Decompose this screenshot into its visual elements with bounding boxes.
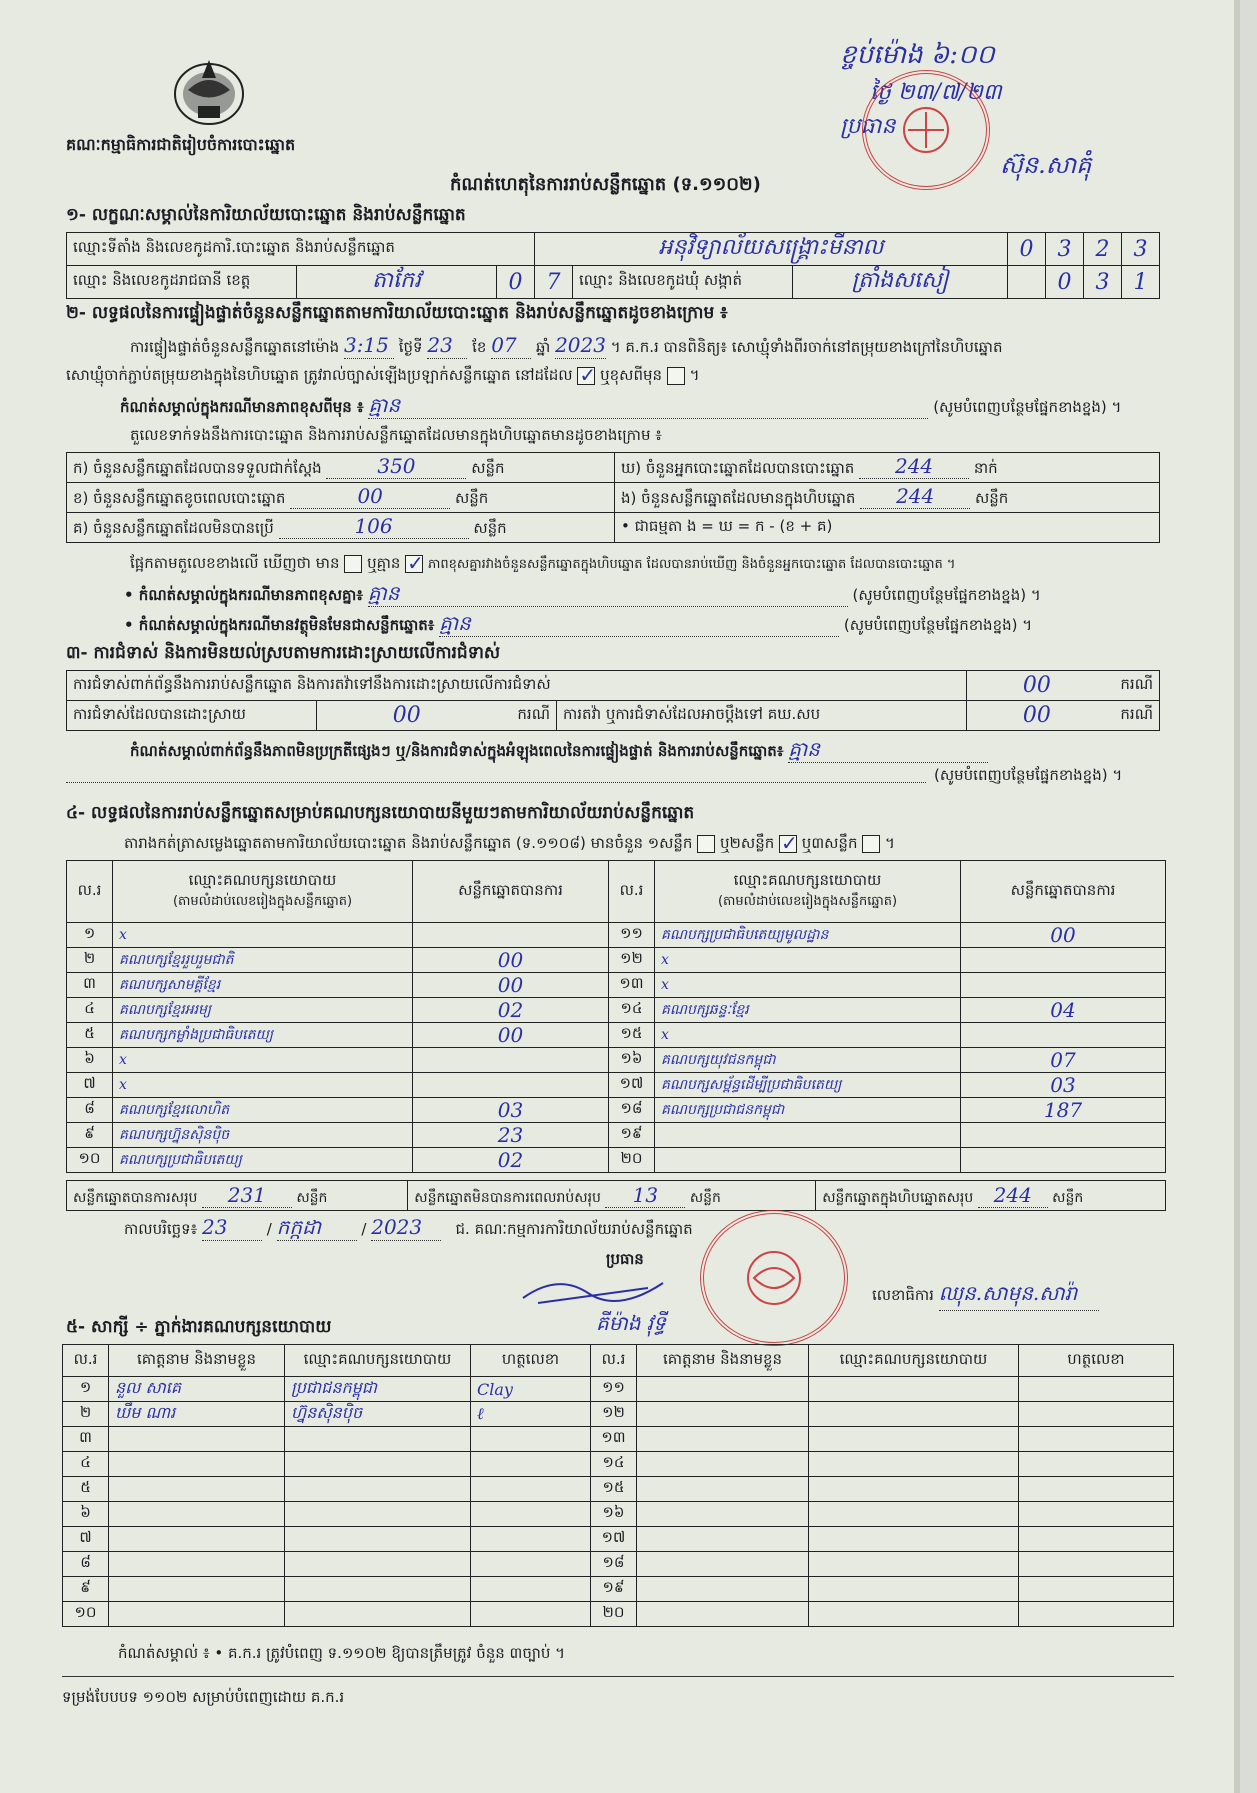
result-no: ៣ <box>67 973 113 998</box>
witness-party <box>809 1552 1019 1577</box>
form-footer: ទម្រង់បែបបទ ១១០២ សម្រាប់បំពេញដោយ គ.ក.រ <box>62 1688 345 1706</box>
wt-col-party-l: ឈ្មោះគណបក្សនយោបាយ <box>285 1345 471 1377</box>
witness-no: ៥ <box>63 1477 109 1502</box>
result-row <box>67 1148 1166 1173</box>
witness-signature <box>1019 1427 1174 1452</box>
witness-name <box>109 1602 285 1627</box>
irregularity-note <box>130 736 1160 764</box>
footer-rule <box>62 1676 1174 1677</box>
col-votes-right: សន្លឹកឆ្នោតបានការ <box>961 861 1166 923</box>
result-votes: 02 <box>413 998 609 1023</box>
witness-no: ៣ <box>63 1427 109 1452</box>
figures-table <box>66 452 1160 543</box>
witness-name <box>637 1552 809 1577</box>
witness-signature <box>1019 1452 1174 1477</box>
witness-party <box>809 1427 1019 1452</box>
result-no: ១២ <box>609 948 655 973</box>
province-code-2: 7 <box>535 266 573 299</box>
witness-name <box>637 1527 809 1552</box>
result-no: ៦ <box>67 1048 113 1073</box>
emblem-logo <box>168 50 250 130</box>
wt-col-party-r: ឈ្មោះគណបក្សនយោបាយ <box>809 1345 1019 1377</box>
col-votes-left: សន្លឹកឆ្នោតបានការ <box>413 861 609 923</box>
figures-intro: តួលេខទាក់ទងនឹងការបោះឆ្នោត និងការរាប់សន្លឹកឆ្នោតដែលមានក្នុងហិបឆ្នោតមានដូចខាងក្រោម ៖ <box>130 426 662 444</box>
verification-line-2: សោឃ្មុំចាក់ភ្ជាប់តម្រុយខាងក្នុងនៃហិបឆ្នោត ត្រូវរាល់ច្បាស់ឡើងប្រឡាក់សន្លឹកឆ្នោត នៅដដែល ✓ ឬខុសពីមុន ។ <box>66 362 699 388</box>
difference-note-label: កំណត់សម្គាល់ក្នុងករណីមានភាពខុសពីមុន ៖ <box>120 398 364 416</box>
witness-party <box>809 1602 1019 1627</box>
verify-year: 2023 <box>555 333 606 357</box>
wt-col-no-r: ល.រ <box>591 1345 637 1377</box>
result-votes <box>413 923 609 948</box>
verify-text-c: ខែ <box>472 338 487 356</box>
date-line: កាលបរិច្ឆេទ៖ 23 / កក្កដា / 2023 ជ. គណៈកម្មការការិយាល័យរាប់សន្លឹកឆ្នោត <box>124 1215 693 1239</box>
difference-note-line <box>120 392 1160 420</box>
footnote: កំណត់សម្គាល់ ៖ • គ.ក.រ ត្រូវបំពេញ ទ.១១០២ ឱ្យបានត្រឹមត្រូវ ចំនួន ៣ច្បាប់ ។ <box>118 1644 566 1662</box>
sheets-2-label: ឬ២សន្លឹក <box>720 834 775 852</box>
witness-no: ១២ <box>591 1402 637 1427</box>
commune-code-2: 3 <box>1084 266 1122 299</box>
results-table <box>66 860 1166 1173</box>
result-party: គណបក្សប្រជាជនកម្ពុជា <box>655 1098 961 1123</box>
witness-row <box>63 1377 1174 1402</box>
witness-signature <box>471 1602 591 1627</box>
witness-signature <box>471 1527 591 1552</box>
result-party: គណបក្សខ្មែររួបរួមជាតិ <box>113 948 413 973</box>
result-no: ១៤ <box>609 998 655 1023</box>
secretary-name: ឈុន.សាមុន.សារ៉ា <box>939 1280 1099 1311</box>
bullet1-label: • កំណត់សម្គាល់ក្នុងករណីមានភាពខុសគ្នា៖ <box>124 586 363 604</box>
witness-no: ១៩ <box>591 1577 637 1602</box>
section1-title: ១- លក្ខណៈសម្គាល់នៃការិយាល័យបោះឆ្នោត និងរាប់សន្លឹកឆ្នោត <box>66 205 466 225</box>
result-votes: 07 <box>961 1048 1166 1073</box>
witness-signature: ℓ <box>471 1402 591 1427</box>
witness-party <box>285 1502 471 1527</box>
commune-label: ឈ្មោះ និងលេខកូដឃុំ សង្កាត់ <box>573 266 793 299</box>
result-party: គណបក្សហ្វ៊ុនស៊ិនប៉ិច <box>113 1123 413 1148</box>
witness-party <box>285 1477 471 1502</box>
verify-time: 3:15 <box>344 332 394 359</box>
result-party: គណបក្សកម្លាំងប្រជាធិបតេយ្យ <box>113 1023 413 1048</box>
witness-row <box>63 1402 1174 1427</box>
complaints-label: ការជំទាស់ពាក់ព័ន្ធនឹងការរាប់សន្លឹកឆ្នោត និងការតវ៉ាទៅនឹងការដោះស្រាយលើការជំទាស់ <box>67 671 967 701</box>
result-party: គណបក្សប្រជាធិបតេយ្យ <box>113 1148 413 1173</box>
result-party: x <box>655 948 961 973</box>
compare-text: ផ្អែកតាមតួលេខខាងលើ ឃើញថា មាន <box>130 554 340 572</box>
result-no: ៨ <box>67 1098 113 1123</box>
difference-note-value: គ្មាន <box>368 392 928 419</box>
wt-col-name-r: គោត្តនាម និងនាមខ្លួន <box>637 1345 809 1377</box>
bullet-line-1 <box>124 580 1164 608</box>
col-party-right: ឈ្មោះគណបក្សនយោបាយ (តាមលំដាប់លេខរៀងក្នុងសន្លឹកឆ្នោត) <box>655 861 961 923</box>
verify-text-a: ការផ្ទៀងផ្ទាត់ចំនួនសន្លឹកឆ្នោតនៅម៉ោង <box>130 338 340 356</box>
total-box: សន្លឹកឆ្នោតក្នុងហិបឆ្នោតសរុប 244 សន្លឹក <box>816 1181 1166 1211</box>
verify-text-b: ថ្ងៃទី <box>398 338 423 356</box>
col-no-left: ល.រ <box>67 861 113 923</box>
result-votes: 00 <box>961 923 1166 948</box>
bullet2-value: គ្មាន <box>439 610 839 637</box>
witness-no: ១៧ <box>591 1527 637 1552</box>
result-no: ១១ <box>609 923 655 948</box>
witness-party <box>285 1427 471 1452</box>
bullet1-value: គ្មាន <box>368 580 848 607</box>
witness-signature <box>1019 1477 1174 1502</box>
witness-signature <box>471 1452 591 1477</box>
col-no-right: ល.រ <box>609 861 655 923</box>
result-party: គណបក្សប្រជាធិបតេយ្យមូលដ្ឋាន <box>655 923 961 948</box>
bullet1-hint: (សូមបំពេញបន្ថែមផ្នែកខាងខ្នង) ។ <box>852 586 1041 604</box>
result-no: ១៩ <box>609 1123 655 1148</box>
section2-title: ២- លទ្ធផលនៃការផ្ទៀងផ្ទាត់ចំនួនសន្លឹកឆ្នោតតាមការិយាល័យបោះឆ្នោត និងរាប់សន្លឹកឆ្នោតដូចខាងក្រោម ៖ <box>66 303 728 323</box>
no-difference-checkbox[interactable] <box>405 555 423 573</box>
result-no: ៧ <box>67 1073 113 1098</box>
bullet2-label: • កំណត់សម្គាល់ក្នុងករណីមានវត្ថុមិនមែនជាសន្លឹកឆ្នោត៖ <box>124 616 435 634</box>
result-no: ៤ <box>67 998 113 1023</box>
result-party: គណបក្សខ្មែរលោហិត <box>113 1098 413 1123</box>
result-votes <box>961 973 1166 998</box>
witness-no: ២០ <box>591 1602 637 1627</box>
witness-party <box>285 1577 471 1602</box>
bullet2-hint: (សូមបំពេញបន្ថែមផ្នែកខាងខ្នង) ។ <box>843 616 1033 634</box>
result-party: x <box>655 973 961 998</box>
witness-signature <box>1019 1577 1174 1602</box>
witness-name <box>637 1377 809 1402</box>
same-checkbox[interactable] <box>577 367 595 385</box>
result-party: x <box>113 1073 413 1098</box>
fig-b-label: ខ) ចំនួនសន្លឹកឆ្នោតខូចពេលបោះឆ្នោត 00 សន្លឹក <box>67 483 615 513</box>
chair-signature <box>518 1268 668 1312</box>
complaints-table <box>66 670 1160 731</box>
result-votes <box>961 1023 1166 1048</box>
witness-row <box>63 1552 1174 1577</box>
chair-label: ប្រធាន <box>606 1250 644 1268</box>
province-code-1: 0 <box>497 266 535 299</box>
witness-party <box>285 1602 471 1627</box>
result-votes <box>961 1123 1166 1148</box>
witness-no: ១៤ <box>591 1452 637 1477</box>
irregularity-hint: (សូមបំពេញបន្ថែមផ្នែកខាងខ្នង) ។ <box>934 766 1123 784</box>
witness-row <box>63 1427 1174 1452</box>
appeal-label: ការតវ៉ា ឬការជំទាស់ដែលអាចប្ដឹងទៅ គឃ.សប <box>557 701 967 731</box>
province-label: ឈ្មោះ និងលេខកូដរាជធានី ខេត្ត <box>67 266 297 299</box>
witness-party <box>285 1527 471 1552</box>
witness-name <box>637 1402 809 1427</box>
chair-name: គីម៉ាង វុទ្ធី <box>596 1311 666 1335</box>
witness-no: ១៣ <box>591 1427 637 1452</box>
result-party <box>655 1148 961 1173</box>
witness-signature <box>471 1502 591 1527</box>
difference-note-hint: (សូមបំពេញបន្ថែមផ្នែកខាងខ្នង) ។ <box>933 398 1122 416</box>
verify-text-line2: សោឃ្មុំចាក់ភ្ជាប់តម្រុយខាងក្នុងនៃហិបឆ្នោត ត្រូវរាល់ច្បាស់ឡើងប្រឡាក់សន្លឹកឆ្នោត នៅដដែល <box>66 366 573 384</box>
witness-name <box>109 1577 285 1602</box>
top-handwritten-title: ប្រធាន <box>840 114 896 139</box>
witness-signature <box>471 1552 591 1577</box>
secretary-line <box>872 1280 1099 1311</box>
sheets-2-checkbox[interactable] <box>779 835 797 853</box>
result-votes <box>413 1073 609 1098</box>
wt-col-sign-l: ហត្ថលេខា <box>471 1345 591 1377</box>
result-no: ១៥ <box>609 1023 655 1048</box>
witness-signature <box>1019 1402 1174 1427</box>
date-month: កក្កដា <box>277 1214 357 1241</box>
fig-d-value: 244 <box>859 454 969 479</box>
sheets-3-checkbox[interactable] <box>862 835 880 853</box>
result-no: ១០ <box>67 1148 113 1173</box>
witness-party <box>285 1452 471 1477</box>
bullet-line-2 <box>124 610 1164 638</box>
verify-text-e: ។ គ.ក.រ បានពិនិត្យ៖ សោឃ្មុំទាំងពីរចាក់នៅតម្រុយខាងក្រៅនៃហិបឆ្នោត <box>610 338 1003 356</box>
witness-signature: Clay <box>471 1377 591 1402</box>
location-code-4: 3 <box>1122 233 1160 266</box>
section1-table <box>66 232 1160 299</box>
location-label: ឈ្មោះទីតាំង និងលេខកូដការិ.បោះឆ្នោត និងរាប់សន្លឹកឆ្នោត <box>67 233 535 266</box>
result-votes: 03 <box>961 1073 1166 1098</box>
verify-text-d: ឆ្នាំ <box>535 338 551 356</box>
total-invalid: សន្លឹកឆ្នោតមិនបានការពេលរាប់សរុប 13 សន្លឹក <box>408 1181 816 1211</box>
fig-a-label: ក) ចំនួនសន្លឹកឆ្នោតដែលបានទទួលជាក់ស្ដែង 350 សន្លឹក <box>67 453 615 483</box>
witness-no: ៩ <box>63 1577 109 1602</box>
witness-name <box>637 1452 809 1477</box>
province-value: តាកែវ <box>297 266 497 299</box>
witness-name <box>637 1502 809 1527</box>
witness-party <box>809 1477 1019 1502</box>
result-no: ១ <box>67 923 113 948</box>
result-votes: 187 <box>961 1098 1166 1123</box>
sheets-3-label: ឬ៣សន្លឹក <box>801 834 858 852</box>
result-party: x <box>113 923 413 948</box>
witness-row <box>63 1602 1174 1627</box>
result-votes: 00 <box>413 948 609 973</box>
total-invalid-value: 13 <box>605 1183 685 1208</box>
commune-code-3: 1 <box>1122 266 1160 299</box>
location-value: អនុវិទ្យាល័យសង្គ្រោះមីនាល <box>535 233 1008 266</box>
witness-signature <box>1019 1527 1174 1552</box>
witness-no: ១១ <box>591 1377 637 1402</box>
result-row <box>67 1048 1166 1073</box>
witness-name <box>109 1502 285 1527</box>
compare-or: ឬគ្មាន <box>367 554 401 572</box>
result-row <box>67 1098 1166 1123</box>
section4-intro-text: តារាងកត់ត្រាសម្លេងឆ្នោតតាមការិយាល័យបោះឆ្នោត និងរាប់សន្លឹកឆ្នោត (ទ.១១០៨) មានចំនួន ១សន្លឹក <box>124 834 693 852</box>
resolved-unit: ករណី <box>497 701 557 731</box>
witness-party <box>809 1577 1019 1602</box>
document-title: កំណត់ហេតុនៃការរាប់សន្លឹកឆ្នោត (ទ.១១០២) <box>450 174 761 195</box>
witness-signature <box>1019 1502 1174 1527</box>
result-no: ១៧ <box>609 1073 655 1098</box>
witness-row <box>63 1477 1174 1502</box>
witness-row <box>63 1527 1174 1552</box>
appeal-unit: ករណី <box>1107 701 1160 731</box>
result-no: ២ <box>67 948 113 973</box>
result-party: គណបក្សឆន្ទៈខ្មែរ <box>655 998 961 1023</box>
result-no: ១៦ <box>609 1048 655 1073</box>
has-difference-checkbox[interactable] <box>344 555 362 573</box>
witness-row <box>63 1502 1174 1527</box>
section3-title: ៣- ការជំទាស់ និងការមិនយល់ស្របតាមការដោះស្រាយលើការជំទាស់ <box>66 643 501 663</box>
witness-name <box>637 1427 809 1452</box>
witness-party <box>809 1402 1019 1427</box>
resolved-value: 00 <box>317 701 497 731</box>
witness-no: ១៦ <box>591 1502 637 1527</box>
fig-e-value: 244 <box>860 484 970 509</box>
witness-no: ២ <box>63 1402 109 1427</box>
witness-name: នួល សាគេ <box>109 1377 285 1402</box>
witness-signature <box>471 1427 591 1452</box>
witness-signature <box>1019 1552 1174 1577</box>
irregularity-label: កំណត់សម្គាល់ពាក់ព័ន្ធនឹងភាពមិនប្រក្រតីផ្សេងៗ ឬ/និងការជំទាស់ក្នុងអំឡុងពេលនៃការផ្ទៀងផ្ទាត់ និងការរាប់សន្លឹកឆ្នោត៖ <box>130 742 784 760</box>
fig-formula: • ជាធម្មតា ង = ឃ = ក - (ខ + គ) <box>615 513 1160 543</box>
result-row <box>67 1123 1166 1148</box>
verification-line-1 <box>130 332 1170 360</box>
fig-b-value: 00 <box>290 484 450 509</box>
result-votes: 04 <box>961 998 1166 1023</box>
result-row <box>67 1023 1166 1048</box>
col-party-left: ឈ្មោះគណបក្សនយោបាយ (តាមលំដាប់លេខរៀងក្នុងសន្លឹកឆ្នោត) <box>113 861 413 923</box>
date-day: 23 <box>202 1214 262 1241</box>
commune-code-1: 0 <box>1046 266 1084 299</box>
result-votes <box>961 1148 1166 1173</box>
result-party: គណបក្សខ្មែរអរម្យ <box>113 998 413 1023</box>
result-votes <box>413 1048 609 1073</box>
top-handwritten-note: ខ្ចប់ម៉ោង ៦:០០ <box>840 40 995 70</box>
result-row <box>67 948 1166 973</box>
result-party <box>655 1123 961 1148</box>
location-code-2: 3 <box>1046 233 1084 266</box>
fig-c-value: 106 <box>279 514 469 539</box>
top-handwritten-date: ថ្ងៃ ២៣/៧/២៣ <box>870 80 1002 105</box>
witness-name <box>109 1452 285 1477</box>
witness-signature <box>471 1477 591 1502</box>
commune-value: ត្រាំងសសៀ <box>793 266 1008 299</box>
witness-name <box>637 1577 809 1602</box>
result-no: ១៣ <box>609 973 655 998</box>
witness-name: ឃឹម ណារ <box>109 1402 285 1427</box>
irregularity-dotline <box>66 782 926 783</box>
witness-party: ហ្វ៊ុនស៊ិនប៉ិច <box>285 1402 471 1427</box>
witness-party <box>285 1552 471 1577</box>
witness-name <box>109 1527 285 1552</box>
committee-stamp <box>700 1210 848 1346</box>
witness-no: ១ <box>63 1377 109 1402</box>
witness-no: ១៨ <box>591 1552 637 1577</box>
witness-signature <box>1019 1377 1174 1402</box>
sheets-1-checkbox[interactable] <box>697 835 715 853</box>
fig-d-label: ឃ) ចំនួនអ្នកបោះឆ្នោតដែលបានបោះឆ្នោត 244 នាក់ <box>615 453 1160 483</box>
result-row <box>67 1073 1166 1098</box>
top-handwritten-signature: ស៊ុន.សាគុំ <box>1000 151 1092 179</box>
appeal-value: 00 <box>967 701 1107 731</box>
section4-intro: តារាងកត់ត្រាសម្លេងឆ្នោតតាមការិយាល័យបោះឆ្នោត និងរាប់សន្លឹកឆ្នោត (ទ.១១០៨) មានចំនួន ១សន្លឹក ឬ២សន្លឹក ✓ ឬ៣សន្លឹក ។ <box>124 830 895 856</box>
witness-signature <box>1019 1602 1174 1627</box>
result-party: គណបក្សសាមគ្គីខ្មែរ <box>113 973 413 998</box>
total-box-value: 244 <box>978 1183 1048 1208</box>
total-valid-value: 231 <box>202 1183 292 1208</box>
verify-day: 23 <box>427 332 467 359</box>
compare-line <box>130 550 955 578</box>
witness-name <box>637 1477 809 1502</box>
witness-no: ៨ <box>63 1552 109 1577</box>
totals-table <box>66 1180 1166 1211</box>
date-label: កាលបរិច្ឆេទ៖ <box>124 1220 198 1238</box>
result-party: x <box>655 1023 961 1048</box>
result-no: ៩ <box>67 1123 113 1148</box>
witness-table <box>62 1344 1174 1627</box>
result-no: ២០ <box>609 1148 655 1173</box>
complaints-unit: ករណី <box>1107 671 1160 701</box>
witness-name <box>637 1602 809 1627</box>
witness-no: ៧ <box>63 1527 109 1552</box>
result-votes: 02 <box>413 1148 609 1173</box>
fig-e-label: ង) ចំនួនសន្លឹកឆ្នោតដែលមានក្នុងហិបឆ្នោត 244 សន្លឹក <box>615 483 1160 513</box>
witness-party <box>809 1527 1019 1552</box>
result-party: គណបក្សយុវជនកម្ពុជា <box>655 1048 961 1073</box>
verify-text-or: ឬខុសពីមុន <box>600 366 663 384</box>
witness-no: ៦ <box>63 1502 109 1527</box>
irregularity-value: គ្មាន <box>788 736 988 763</box>
witness-row <box>63 1452 1174 1477</box>
secretary-label: លេខាធិការ <box>872 1286 934 1304</box>
result-votes: 03 <box>413 1098 609 1123</box>
witness-party <box>809 1377 1019 1402</box>
section5-title: ៥- សាក្សី ÷ ភ្នាក់ងារគណបក្សនយោបាយ <box>66 1317 332 1337</box>
fig-c-label: គ) ចំនួនសន្លឹកឆ្នោតដែលមិនបានប្រើ 106 សន្លឹក <box>67 513 615 543</box>
witness-no: ១០ <box>63 1602 109 1627</box>
witness-name <box>109 1477 285 1502</box>
committee-label: ជ. គណៈកម្មការការិយាល័យរាប់សន្លឹកឆ្នោត <box>455 1220 693 1238</box>
complaints-value: 00 <box>967 671 1107 701</box>
witness-signature <box>471 1577 591 1602</box>
witness-name <box>109 1552 285 1577</box>
result-no: ១៨ <box>609 1098 655 1123</box>
wt-col-name-l: គោត្តនាម និងនាមខ្លួន <box>109 1345 285 1377</box>
section4-title: ៤- លទ្ធផលនៃការរាប់សន្លឹកឆ្នោតសម្រាប់គណបក្សនយោបាយនីមួយៗតាមការិយាល័យរាប់សន្លឹកឆ្នោត <box>66 803 695 823</box>
result-votes: 00 <box>413 973 609 998</box>
total-valid: សន្លឹកឆ្នោតបានការសរុប 231 សន្លឹក <box>67 1181 408 1211</box>
official-stamp-top <box>862 70 990 190</box>
result-row <box>67 998 1166 1023</box>
date-year: 2023 <box>371 1214 441 1241</box>
wt-col-sign-r: ហត្ថលេខា <box>1019 1345 1174 1377</box>
commune-code-blank <box>1008 266 1046 299</box>
witness-party <box>809 1502 1019 1527</box>
location-code-1: 0 <box>1008 233 1046 266</box>
location-code-3: 2 <box>1084 233 1122 266</box>
result-votes <box>961 948 1166 973</box>
witness-party: ប្រជាជនកម្ពុជា <box>285 1377 471 1402</box>
result-no: ៥ <box>67 1023 113 1048</box>
result-party: គណបក្សសម្ព័ន្ធដើម្បីប្រជាធិបតេយ្យ <box>655 1073 961 1098</box>
resolved-label: ការជំទាស់ដែលបានដោះស្រាយ <box>67 701 317 731</box>
verify-month: 07 <box>491 332 531 359</box>
fig-a-value: 350 <box>326 454 466 479</box>
result-party: x <box>113 1048 413 1073</box>
result-votes: 00 <box>413 1023 609 1048</box>
wt-col-no-l: ល.រ <box>63 1345 109 1377</box>
witness-row <box>63 1577 1174 1602</box>
result-votes: 23 <box>413 1123 609 1148</box>
witness-no: ១៥ <box>591 1477 637 1502</box>
compare-rest: ភាពខុសគ្នារវាងចំនួនសន្លឹកឆ្នោតក្នុងហិបឆ្នោត ដែលបានរាប់ឃើញ និងចំនួនអ្នកបោះឆ្នោត ដែលបានបោះឆ្នោត ។ <box>427 557 956 572</box>
org-name: គណៈកម្មាធិការជាតិរៀបចំការបោះឆ្នោត <box>66 135 296 154</box>
witness-party <box>809 1452 1019 1477</box>
result-row <box>67 923 1166 948</box>
witness-name <box>109 1427 285 1452</box>
result-row <box>67 973 1166 998</box>
different-checkbox[interactable] <box>667 367 685 385</box>
witness-no: ៤ <box>63 1452 109 1477</box>
